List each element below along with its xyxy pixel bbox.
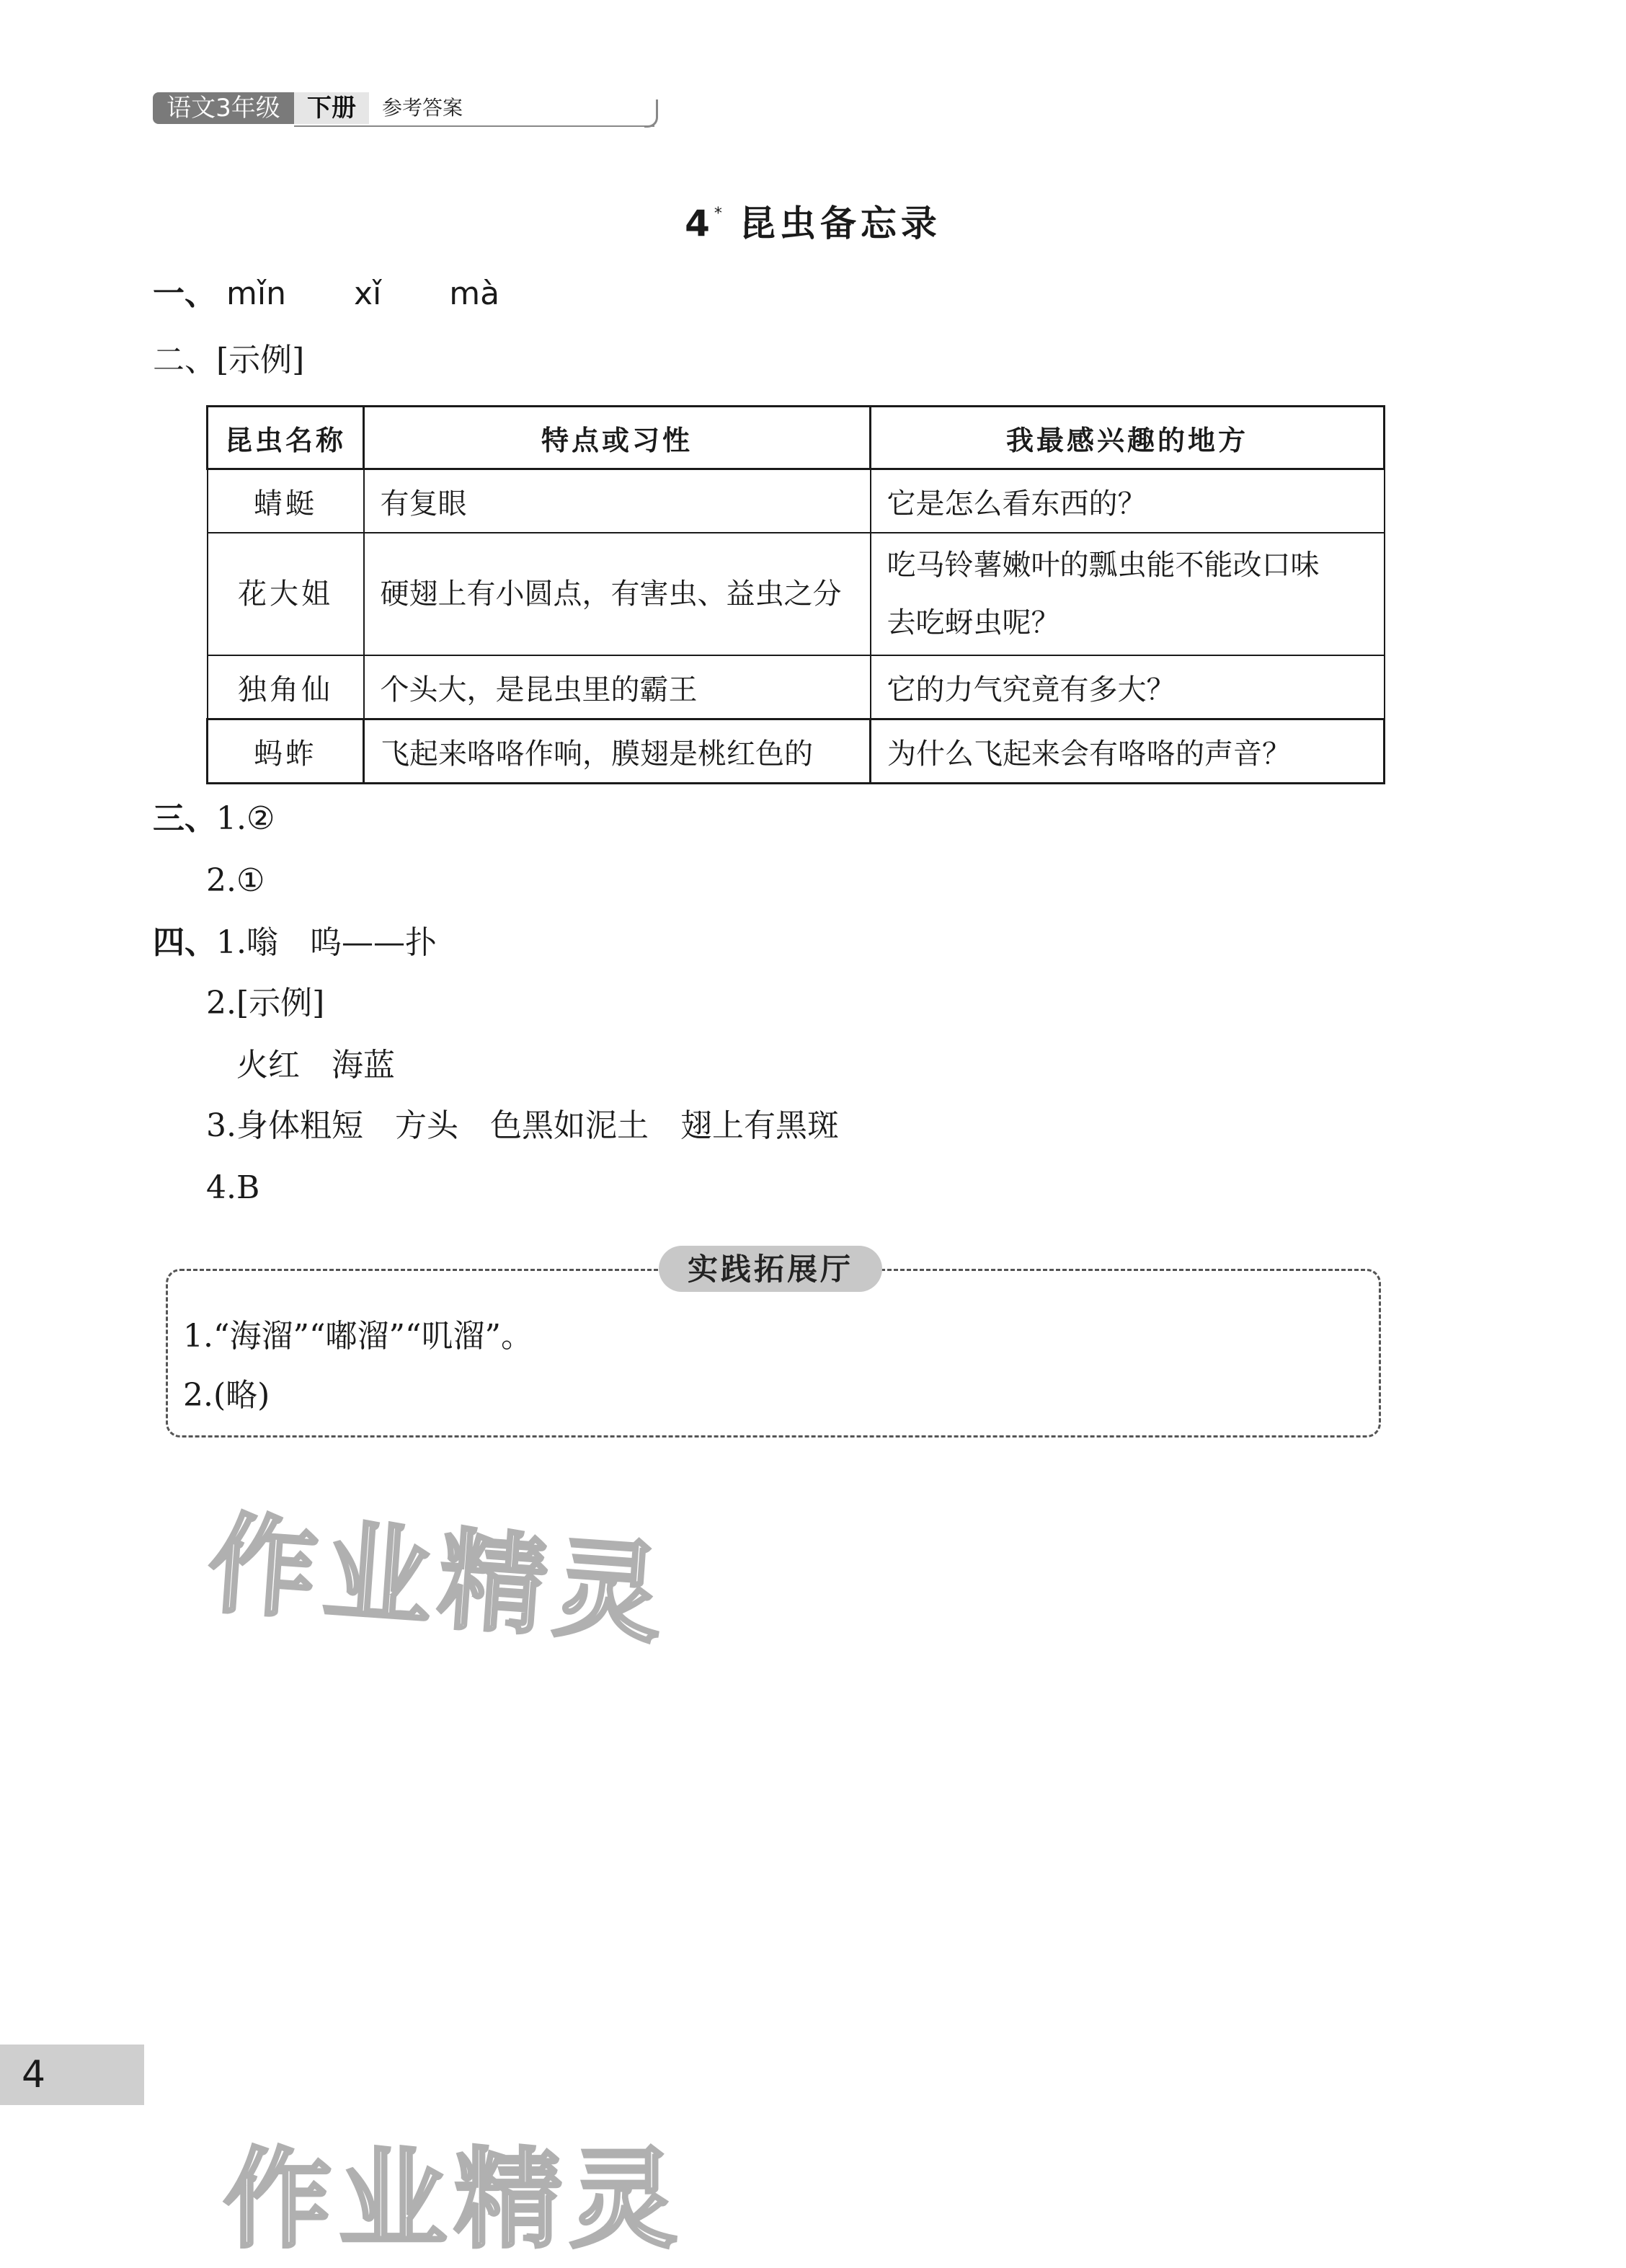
q4-row-1 bbox=[153, 921, 437, 965]
lesson-number: 4 bbox=[685, 203, 714, 244]
insect-table bbox=[206, 405, 1385, 784]
q3-answer-1: 1.② bbox=[216, 800, 275, 837]
lesson-name: 昆虫备忘录 bbox=[739, 203, 941, 244]
q4-answer-2: 2.[示例] bbox=[206, 985, 325, 1022]
q2-label: 二、[示例] bbox=[153, 342, 305, 378]
table-cell-trait: 飞起来咯咯作响，膜翅是桃红色的 bbox=[364, 719, 871, 784]
table-cell-name: 蜻蜓 bbox=[208, 469, 364, 533]
practice-answer-1: 1.“海溜”“嘟溜”“叽溜”。 bbox=[183, 1318, 533, 1355]
q1-row bbox=[153, 273, 557, 316]
table-cell-trait: 个头大，是昆虫里的霸王 bbox=[364, 655, 871, 719]
q1-pinyin-2: xǐ bbox=[353, 275, 382, 312]
watermark: 作业精灵 bbox=[204, 1501, 674, 1660]
table-cell-name: 蚂蚱 bbox=[208, 719, 364, 784]
lesson-title bbox=[0, 195, 1626, 247]
q1-pinyin-3: mà bbox=[449, 275, 500, 312]
table-header-interest: 我最感兴趣的地方 bbox=[871, 407, 1385, 469]
table-header-name: 昆虫名称 bbox=[208, 407, 364, 469]
lesson-mark: * bbox=[714, 205, 722, 223]
table-cell-name: 花大姐 bbox=[208, 533, 364, 655]
practice-answer-2: 2.(略) bbox=[183, 1377, 270, 1414]
q3-row-1 bbox=[153, 797, 275, 841]
page-number: 4 bbox=[0, 2045, 144, 2105]
header-label: 参考答案 bbox=[382, 96, 463, 120]
q4-answer-2-example: 火红 海蓝 bbox=[236, 1047, 395, 1084]
q1-label: 一、 bbox=[153, 275, 216, 312]
q4-answer-3: 3.身体粗短 方头 色黑如泥土 翅上有黑斑 bbox=[206, 1107, 839, 1144]
q4-answer-4: 4.B bbox=[206, 1169, 260, 1206]
practice-title: 实践拓展厅 bbox=[659, 1246, 882, 1292]
q3-answer-2: 2.① bbox=[206, 862, 265, 899]
table-cell-interest: 它是怎么看东西的？ bbox=[871, 469, 1385, 533]
q1-pinyin-1: mǐn bbox=[226, 275, 286, 312]
table-row bbox=[208, 533, 1385, 655]
table-cell-interest-line-2: 去吃蚜虫呢？ bbox=[887, 606, 1060, 639]
table-cell-interest-line-1: 吃马铃薯嫩叶的瓢虫能不能改口味 bbox=[887, 549, 1320, 582]
table-row bbox=[208, 719, 1385, 784]
q3-label: 三、 bbox=[153, 800, 216, 837]
table-row bbox=[208, 655, 1385, 719]
q4-label: 四、 bbox=[153, 924, 216, 961]
header-volume: 下册 bbox=[294, 92, 369, 124]
table-header-trait: 特点或习性 bbox=[364, 407, 871, 469]
table-cell-interest bbox=[871, 533, 1385, 655]
table-cell-name: 独角仙 bbox=[208, 655, 364, 719]
header-curl-decoration bbox=[644, 99, 658, 128]
header-underline bbox=[294, 125, 654, 127]
table-cell-interest: 为什么飞起来会有咯咯的声音？ bbox=[871, 719, 1385, 784]
table-cell-trait: 有复眼 bbox=[364, 469, 871, 533]
table-cell-interest: 它的力气究竟有多大？ bbox=[871, 655, 1385, 719]
table-cell-trait: 硬翅上有小圆点，有害虫、益虫之分 bbox=[364, 533, 871, 655]
table-row bbox=[208, 469, 1385, 533]
watermark-bottom: 作业精灵 bbox=[223, 2138, 685, 2263]
q4-answer-1: 1.嗡 呜——扑 bbox=[216, 924, 437, 961]
header-subject: 语文3年级 bbox=[153, 92, 294, 124]
